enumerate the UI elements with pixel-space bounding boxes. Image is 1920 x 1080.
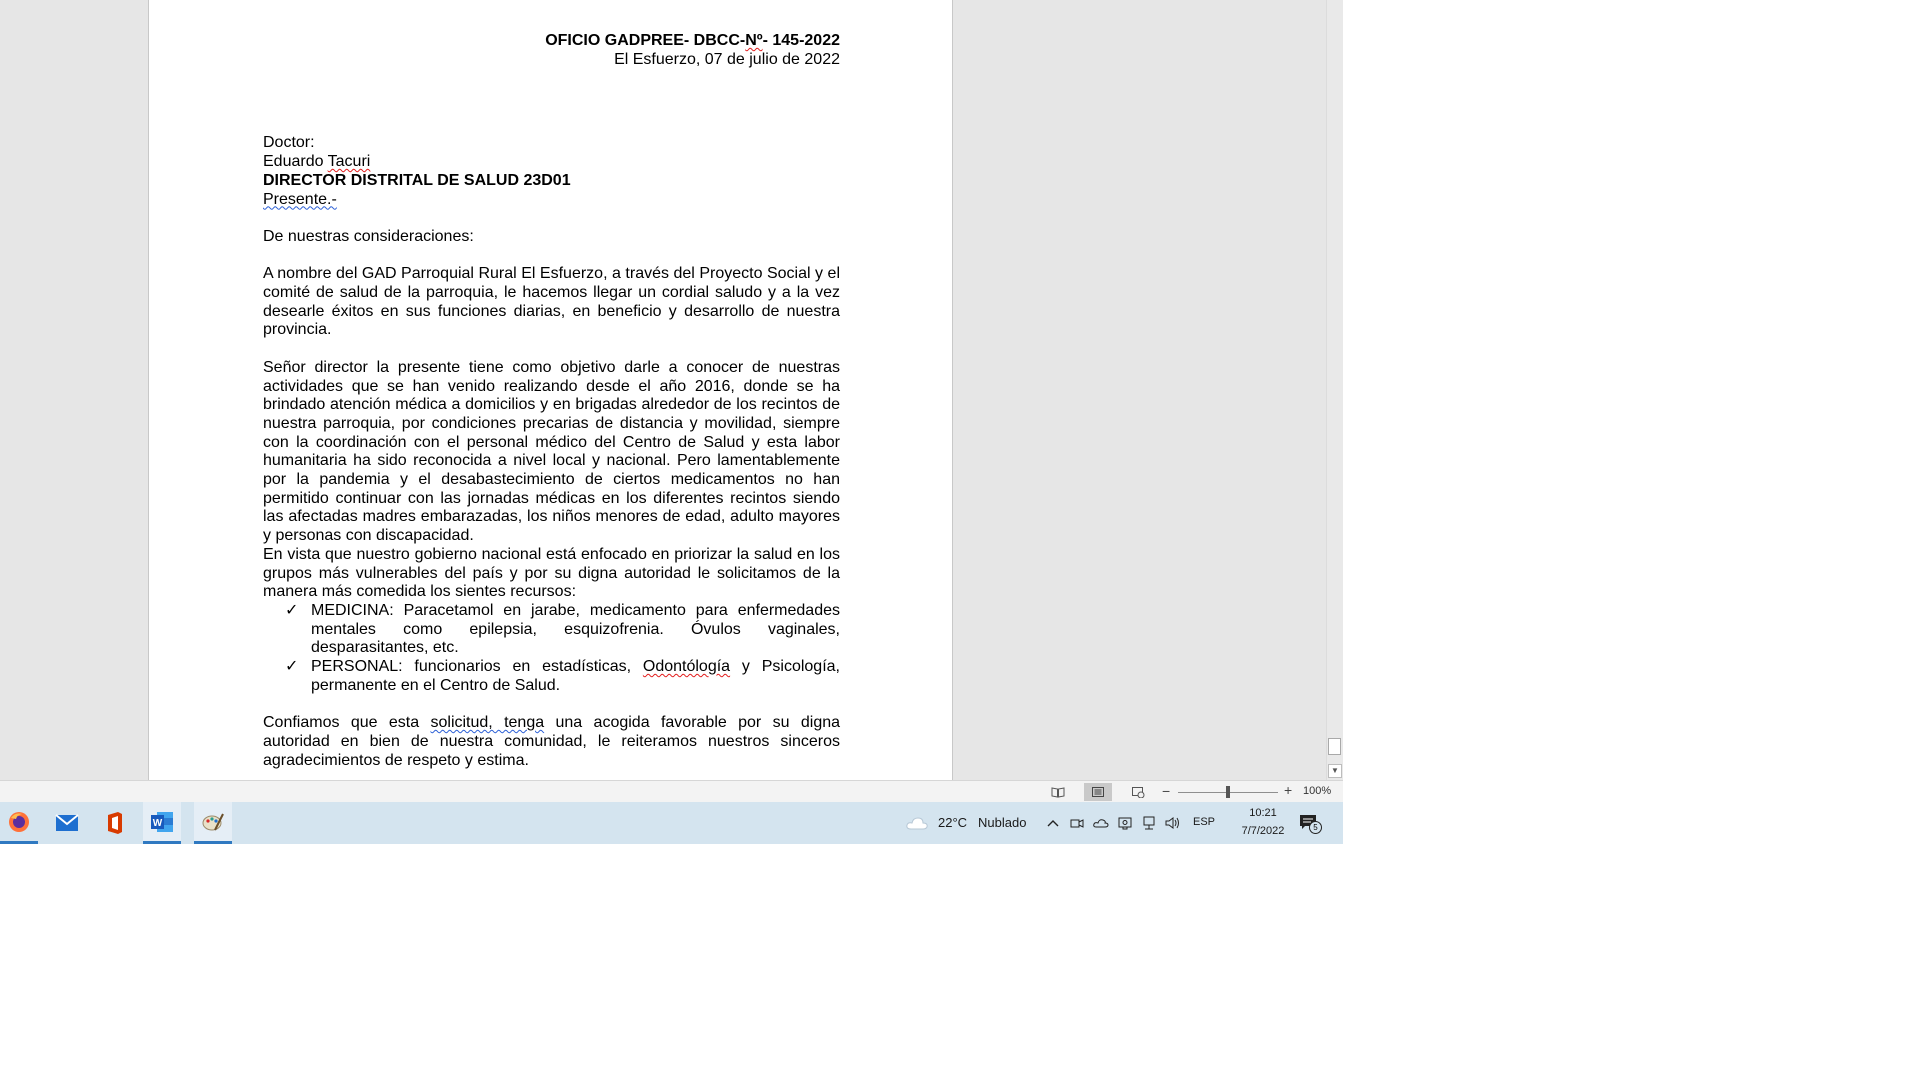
office-icon [105,811,125,835]
firefox-button[interactable] [0,802,38,844]
paragraph-3: En vista que nuestro gobierno nacional está enfocado en priorizar la salud en los grupos más vulnerables del país y por su digna autoridad le solicitamos de la manera más comedida los sientes recursos: [263,545,840,601]
paragraph-1: A nombre del GAD Parroquial Rural El Esfuerzo, a través del Proyecto Social y el comité de salud de la parroquia, le hacemos llegar un cordial saludo y a la vez desearle éxitos en sus funciones diarias, en beneficio y desarrollo de nuestra provincia. [263,265,840,339]
request-list [263,602,840,696]
web-layout-button[interactable] [1124,783,1152,801]
meet-now-icon[interactable] [1069,816,1085,830]
list-item: ✓ PERSONAL: funcionarios en estadísticas, Odontólogía y Psicología, permanente en el Centro de Salud. [285,658,840,694]
update-icon[interactable] [1117,816,1133,830]
weather-temp[interactable]: 22°C [938,815,968,830]
list-item: ✓ MEDICINA: Paracetamol en jarabe, medicamento para enfermedades mentales como epilepsia, esquizofrenia. Óvulos vaginales, desparasitantes, etc. [285,601,840,657]
word-icon [149,810,175,834]
paint-icon [201,810,225,834]
print-layout-icon [1091,786,1105,798]
word-button[interactable] [143,802,181,844]
office-button[interactable] [96,802,134,844]
greeting: De nuestras consideraciones: [263,227,474,245]
salutation-title: Doctor: [263,134,315,152]
oficio-number: OFICIO GADPREE- DBCC-Nº- 145-2022 [545,32,840,49]
place-date: El Esfuerzo, 07 de julio de 2022 [614,50,840,68]
recipient-name: Eduardo Tacuri [263,153,371,171]
mail-button[interactable] [48,802,86,844]
notifications-button[interactable] [1298,813,1320,833]
check-icon: ✓ [285,658,299,676]
mail-icon [55,813,79,833]
presente: Presente.- [263,190,337,208]
zoom-level[interactable]: 100% [1303,785,1332,797]
document-page[interactable] [148,0,953,780]
scrollbar-thumb[interactable] [1328,738,1341,755]
volume-icon[interactable] [1165,816,1181,830]
web-layout-icon [1131,786,1145,798]
clock-date[interactable]: 7/7/2022 [1241,825,1285,837]
zoom-slider-thumb[interactable] [1226,786,1230,798]
check-icon: ✓ [285,601,299,619]
svg-text:W: W [152,817,163,829]
weather-desc[interactable]: Nublado [978,815,1027,830]
scroll-down-button[interactable]: ▼ [1328,764,1342,778]
chevron-up-icon[interactable] [1045,816,1061,830]
taskbar [0,802,1343,844]
onedrive-icon[interactable] [1093,816,1109,830]
vertical-scrollbar[interactable] [1326,0,1343,780]
network-icon[interactable] [1141,816,1157,830]
paint-button[interactable] [194,802,232,844]
print-layout-button[interactable] [1084,783,1112,801]
paragraph-2: Señor director la presente tiene como objetivo darle a conocer de nuestras actividades que se han venido realizando desde el año 2016, donde se ha brindado atención médica a domicilios y en brigadas alrededor de los recintos de nuestra parroquia, por condiciones precarias de distancia y movilidad, siempre con la coordinación con el personal médico del Centro de Salud y esta labor humanitaria ha sido reconocida a nivel local y nacional. Pero lamentablemente por la pandemia y el desabastecimiento de ciertos medicamentos no han permitido continuar con las jornadas médicas en los diferentes recintos siendo las afectadas madres embarazadas, los niños menores de edad, adulto mayores y personas con discapacidad. [263,358,840,545]
status-bar [0,780,1343,802]
cloud-icon [905,815,929,831]
clock-time[interactable]: 10:21 [1249,807,1277,819]
read-mode-button[interactable] [1044,783,1072,801]
zoom-in-button[interactable]: + [1284,782,1293,798]
firefox-icon [7,810,31,834]
read-mode-icon [1051,786,1065,798]
zoom-out-button[interactable]: − [1162,783,1171,799]
notification-count: 5 [1309,821,1322,834]
closing-paragraph: Confiamos que esta solicitud, tenga una acogida favorable por su digna autoridad en bien de nuestra comunidad, le reiteramos nuestros sinceros agradecimientos de respeto y estima. [263,714,841,769]
document-body[interactable] [263,32,840,770]
recipient-position: DIRECTOR DISTRITAL DE SALUD 23D01 [263,171,571,189]
language-indicator[interactable]: ESP [1193,816,1216,828]
